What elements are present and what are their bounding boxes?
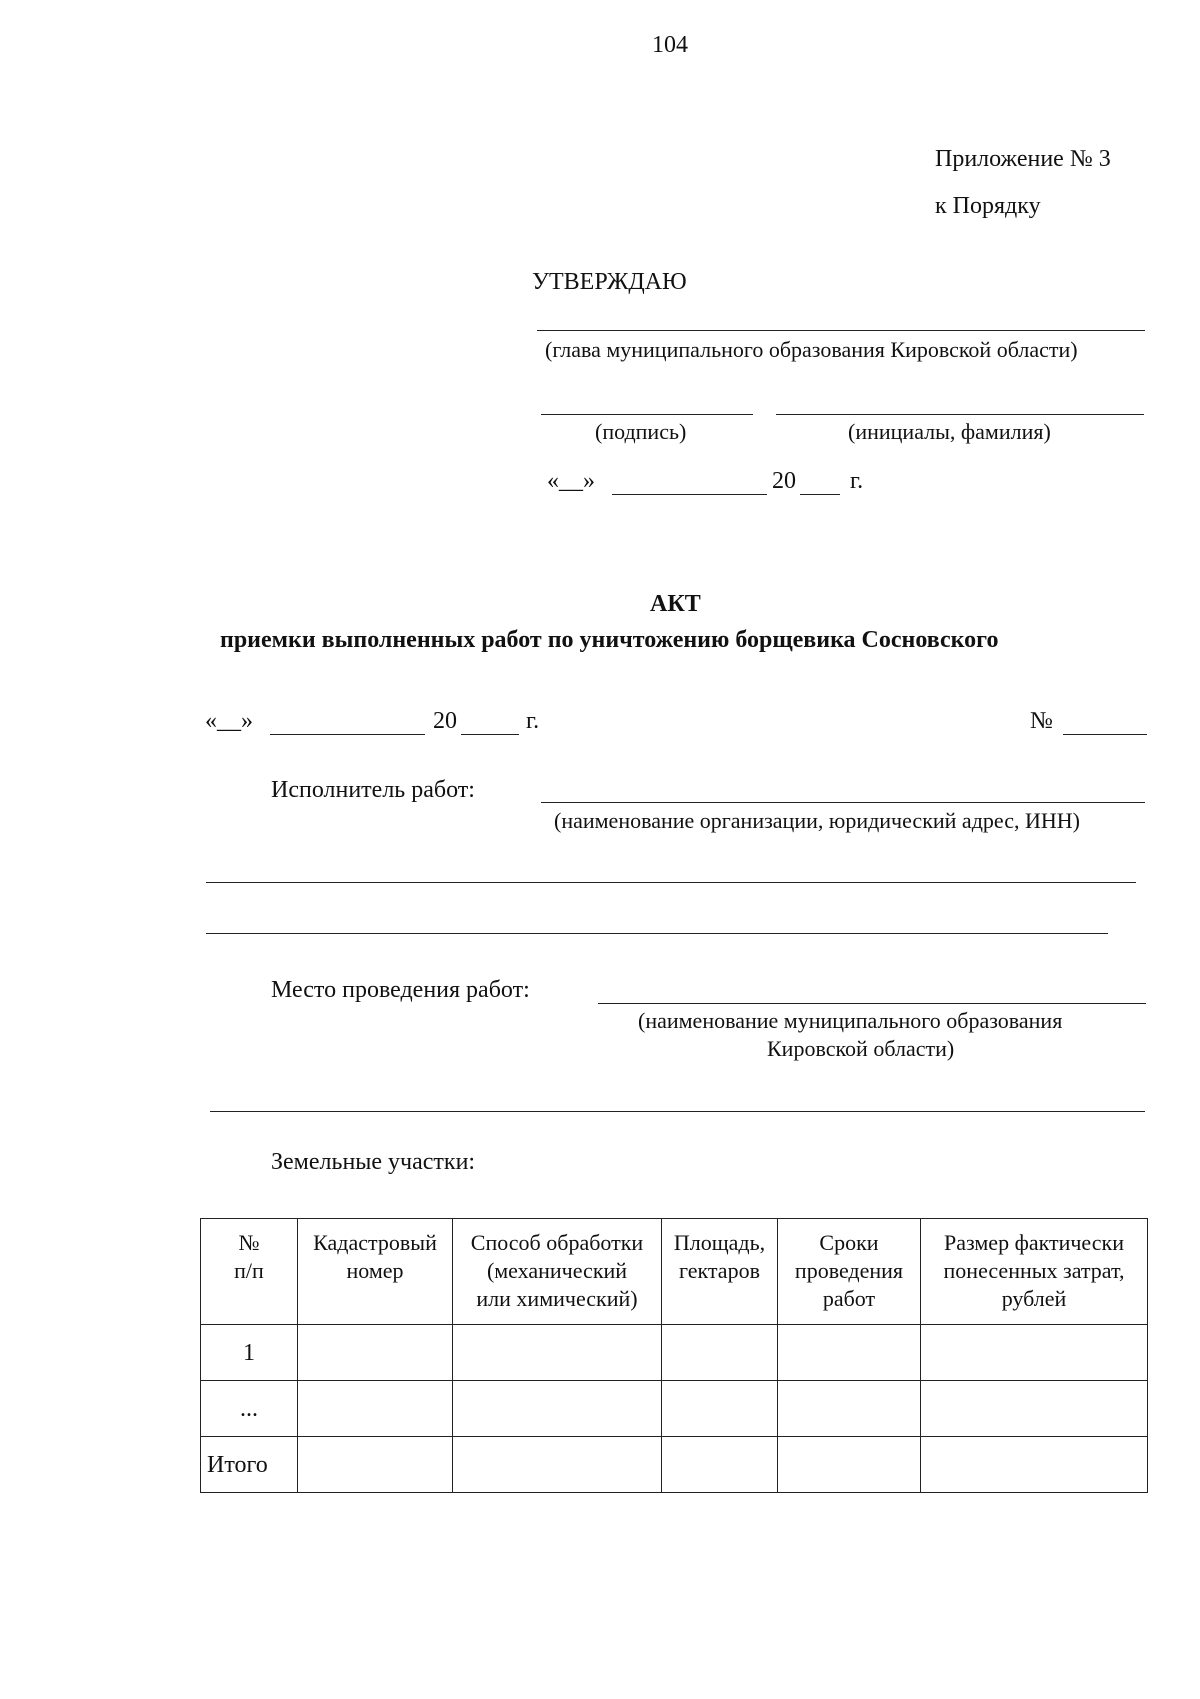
- executor-label: Исполнитель работ:: [271, 777, 475, 803]
- location-extra-line: [210, 1111, 1145, 1112]
- table-cell: [298, 1437, 453, 1493]
- row-number-cell: ...: [201, 1381, 298, 1437]
- column-header-text: №: [238, 1230, 260, 1255]
- row-number-cell: 1: [201, 1325, 298, 1381]
- table-cell: [662, 1325, 778, 1381]
- column-header-text: Кадастровый: [313, 1230, 437, 1255]
- table-cell: [921, 1325, 1148, 1381]
- location-caption-line-2: Кировской области): [767, 1036, 955, 1061]
- column-header-text: рублей: [1001, 1286, 1067, 1311]
- column-header-dates: [778, 1219, 921, 1325]
- column-header-text: Размер фактически: [944, 1230, 1124, 1255]
- column-header-costs: [921, 1219, 1148, 1325]
- column-header-text: гектаров: [679, 1258, 760, 1283]
- location-label: Место проведения работ:: [271, 977, 530, 1003]
- table-cell: [298, 1381, 453, 1437]
- total-label-cell: Итого: [201, 1437, 298, 1493]
- approval-heading: УТВЕРЖДАЮ: [532, 269, 687, 295]
- land-plots-table: [200, 1218, 1148, 1493]
- location-caption-line-1: (наименование муниципального образования: [638, 1008, 1063, 1033]
- page-number: 104: [652, 32, 688, 58]
- act-number-sign: №: [1030, 708, 1053, 734]
- approval-date-year: 20: [772, 468, 796, 494]
- land-plots-label: Земельные участки:: [271, 1149, 476, 1175]
- column-header-text: Площадь,: [673, 1230, 766, 1255]
- table-cell: [921, 1437, 1148, 1493]
- table-cell: [453, 1437, 662, 1493]
- act-date-year-line: [461, 734, 519, 735]
- executor-blank-line: [541, 802, 1145, 803]
- column-header-text: Способ обработки: [470, 1230, 644, 1255]
- column-header-text: Сроки: [819, 1230, 879, 1255]
- act-date-month-line: [270, 734, 425, 735]
- column-header-text: понесенных затрат,: [943, 1258, 1125, 1283]
- executor-extra-line-1: [206, 882, 1136, 883]
- approval-date-suffix: г.: [850, 468, 864, 494]
- column-header-text: проведения: [794, 1258, 904, 1283]
- table-cell: [453, 1381, 662, 1437]
- column-header-number: [201, 1219, 298, 1325]
- table-cell: [298, 1325, 453, 1381]
- signature-blank-line: [541, 414, 753, 415]
- act-date-suffix: г.: [526, 708, 540, 734]
- executor-caption: (наименование организации, юридический адрес, ИНН): [554, 808, 1080, 833]
- approval-date-month-line: [612, 494, 767, 495]
- approval-date-year-line: [800, 494, 840, 495]
- column-header-text: номер: [346, 1258, 404, 1283]
- appendix-label: Приложение № 3: [935, 146, 1111, 172]
- table-cell: [662, 1381, 778, 1437]
- column-header-area: [662, 1219, 778, 1325]
- column-header-cadastral: [298, 1219, 453, 1325]
- executor-extra-line-2: [206, 933, 1108, 934]
- column-header-text: или химический): [476, 1286, 638, 1311]
- act-date-day: «__»: [205, 708, 253, 734]
- act-subtitle: приемки выполненных работ по уничтожению борщевика Сосновского: [220, 627, 999, 653]
- position-blank-line: [537, 330, 1145, 331]
- location-blank-line: [598, 1003, 1146, 1004]
- column-header-text: (механический: [486, 1258, 628, 1283]
- appendix-order-ref: к Порядку: [935, 193, 1041, 219]
- approval-date-day: «__»: [547, 468, 595, 494]
- column-header-text: п/п: [234, 1258, 264, 1283]
- table-row: [201, 1381, 1148, 1437]
- table-cell: [778, 1325, 921, 1381]
- table-cell: [778, 1437, 921, 1493]
- table-cell: [921, 1381, 1148, 1437]
- table-cell: [662, 1437, 778, 1493]
- name-caption: (инициалы, фамилия): [848, 419, 1051, 444]
- position-caption: (глава муниципального образования Кировской области): [545, 337, 1078, 362]
- table-header-row: [201, 1219, 1148, 1325]
- table-cell: [453, 1325, 662, 1381]
- table-cell: [778, 1381, 921, 1437]
- act-title: АКТ: [650, 591, 701, 617]
- column-header-method: [453, 1219, 662, 1325]
- act-date-year: 20: [433, 708, 457, 734]
- table-row: [201, 1325, 1148, 1381]
- signature-caption: (подпись): [595, 419, 687, 444]
- table-row-total: [201, 1437, 1148, 1493]
- name-blank-line: [776, 414, 1144, 415]
- act-number-line: [1063, 734, 1147, 735]
- column-header-text: работ: [822, 1286, 876, 1311]
